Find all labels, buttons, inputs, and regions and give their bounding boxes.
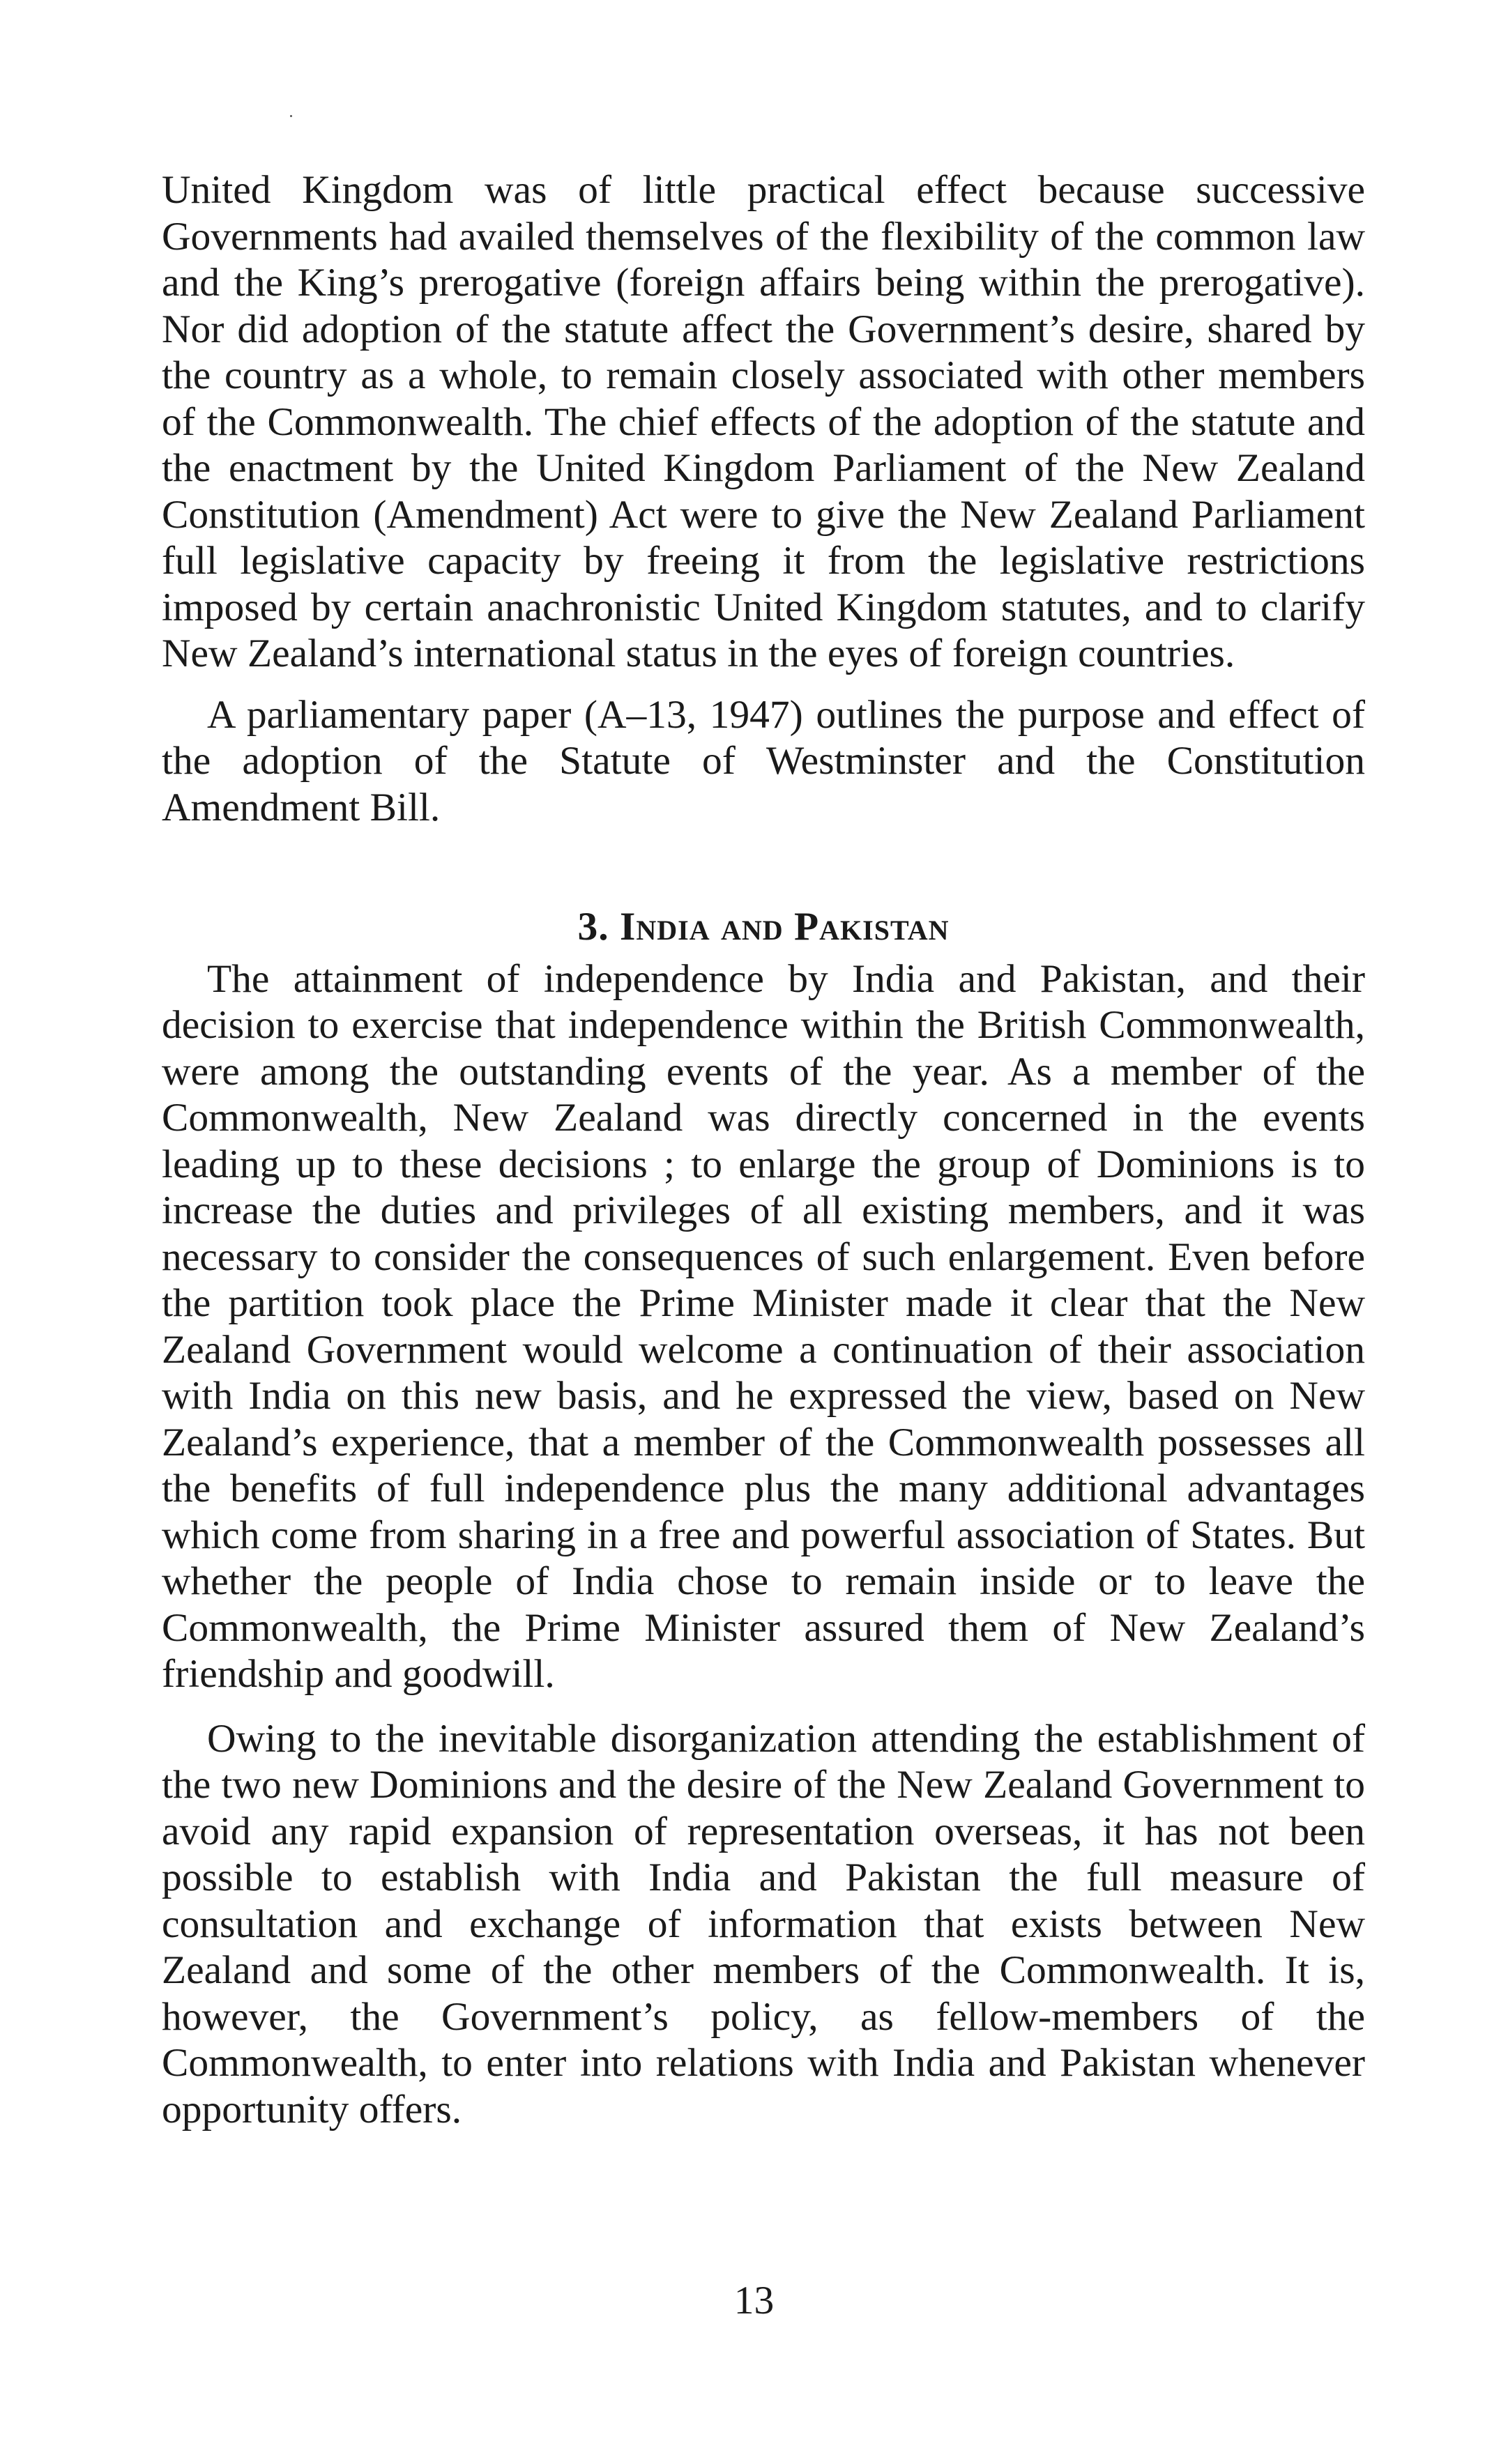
- paragraph-independence: The attainment of independence by India and Pakistan, and their decision to exercise that independence within the British Commonwealth, were among the outstanding events of the year. As a member of the Commonwealth, New Zealand was directly concerned in the events leading up to these decisions ; to enlarge the group of Dominions is to increase the duties and privileges of all existing members, and it was necessary to consider the consequences of such enlargement. Even before the partition took place the Prime Minister made it clear that the New Zealand Government would welcome a continuation of their association with India on this new basis, and he expressed the view, based on New Zealand’s experience, that a member of the Commonwealth possesses all the benefits of full independence plus the many additional advantages which come from sharing in a free and powerful association of States. But whether the people of India chose to remain inside or to leave the Commonwealth, the Prime Minister assured them of New Zealand’s friendship and goodwill.: [162, 956, 1365, 1696]
- page-number: 13: [733, 2279, 775, 2323]
- paragraph-relations: Owing to the inevitable disorganization attending the establishment of the two new Dominions and the desire of the New Zealand Government to avoid any rapid expansion of representation overseas, it has not been possible to establish with India and Pakistan the full measure of consultation and exchange of information that exists between New Zealand and some of the other members of the Commonwealth. It is, however, the Government’s policy, as fellow-members of the Commonwealth, to enter into relations with India and Pakistan whenever opportunity offers.: [162, 1716, 1365, 2132]
- page-body: [162, 167, 1365, 2133]
- paragraph-parliamentary-paper: A parliamentary paper (A–13, 1947) outlines the purpose and effect of the adoption of the Statute of Westminster and the Constitution Amendment Bill.: [162, 692, 1365, 829]
- print-speck: [290, 115, 292, 117]
- section-heading: 3. India and Pakistan: [577, 905, 950, 949]
- paragraph-continuation: United Kingdom was of little practical effect because successive Governments had availed themselves of the flexibility of the common law and the King’s prerogative (foreign affairs being within the prerogative). Nor did adoption of the statute affect the Government’s desire, shared by the country as a whole, to remain closely associated with other members of the Commonwealth. The chief effects of the adoption of the statute and the enactment by the United Kingdom Parliament of the New Zealand Constitution (Amendment) Act were to give the New Zealand Parliament full legislative capacity by freeing it from the legislative restrictions imposed by certain anachronistic United Kingdom statutes, and to clarify New Zealand’s international status in the eyes of foreign countries.: [162, 168, 1365, 675]
